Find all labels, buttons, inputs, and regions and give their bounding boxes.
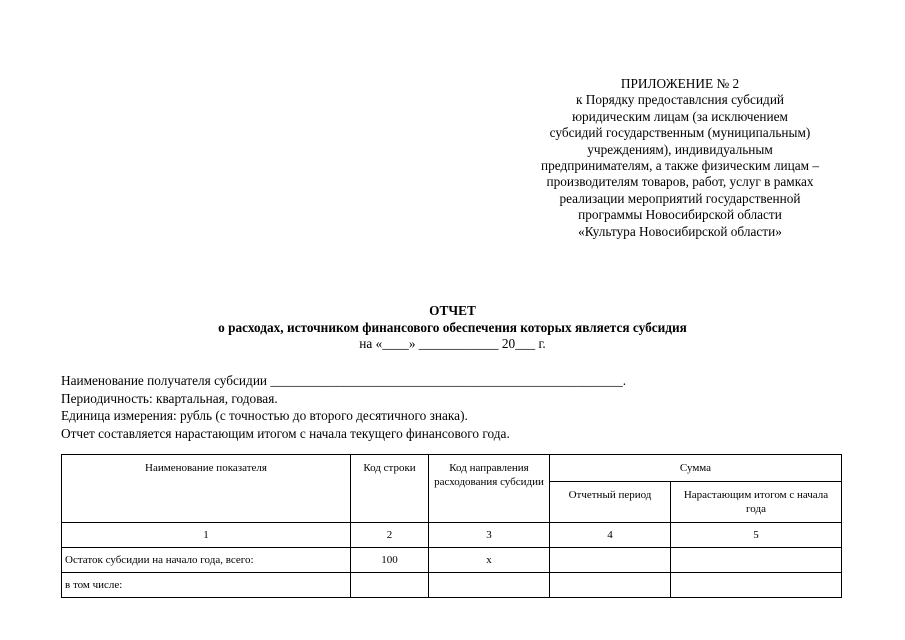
appendix-line: субсидий государственным (муниципальным) [549,125,811,141]
appendix-block [500,76,860,240]
header-reporting-period: Отчетный период [550,482,671,523]
header-sum: Сумма [550,455,842,482]
header-cumulative: Нарастающим итогом с начала года [671,482,842,523]
appendix-line: «Культура Новосибирской области» [578,223,782,239]
row-name: в том числе: [62,573,351,598]
row-name: Остаток субсидии на начало года, всего: [62,548,351,573]
header-row-code: Код строки [351,455,429,523]
row-cumulative-value [671,573,842,598]
column-number: 4 [550,523,671,548]
column-number: 1 [62,523,351,548]
column-number: 2 [351,523,429,548]
row-period-value [550,573,671,598]
expense-report-table [61,454,842,598]
row-period-value [550,548,671,573]
periodicity-line: Периодичность: квартальная, годовая. [61,390,278,406]
header-direction-code: Код направления расходования субсидии [429,455,550,523]
row-cumulative-value [671,548,842,573]
table-row [62,548,842,573]
report-date-line: на «____» ____________ 20___ г. [359,336,546,351]
appendix-line: производителям товаров, работ, услуг в рамках [546,174,814,190]
row-direction-code: x [429,548,550,573]
recipient-line: Наименование получателя субсидии _____________________________________________________. [61,373,627,388]
row-code: 100 [351,548,429,573]
appendix-line: реализации мероприятий государственной [559,190,801,206]
appendix-line: предпринимателям, а также физическим лицам – [541,158,819,174]
appendix-line: ПРИЛОЖЕНИЕ № 2 [620,76,740,91]
column-number: 3 [429,523,550,548]
table-row [62,573,842,598]
appendix-line: юридическим лицам (за исключением [572,108,788,124]
appendix-line: учреждениям), индивидуальным [587,141,773,157]
report-info [61,372,626,442]
report-title: ОТЧЕТ [429,303,476,318]
report-heading [0,303,905,353]
cumulative-note: Отчет составляется нарастающим итогом с начала текущего финансового года. [61,425,510,441]
row-code [351,573,429,598]
column-number: 5 [671,523,842,548]
header-indicator-name: Наименование показателя [62,455,351,523]
report-subtitle: о расходах, источником финансового обеспечения которых является субсидия [218,319,687,335]
row-direction-code [429,573,550,598]
unit-line: Единица измерения: рубль (с точностью до второго десятичного знака). [61,408,468,423]
appendix-line: к Порядку предоставлсния субсидий [575,92,785,108]
appendix-line: программы Новосибирской области [578,207,782,223]
